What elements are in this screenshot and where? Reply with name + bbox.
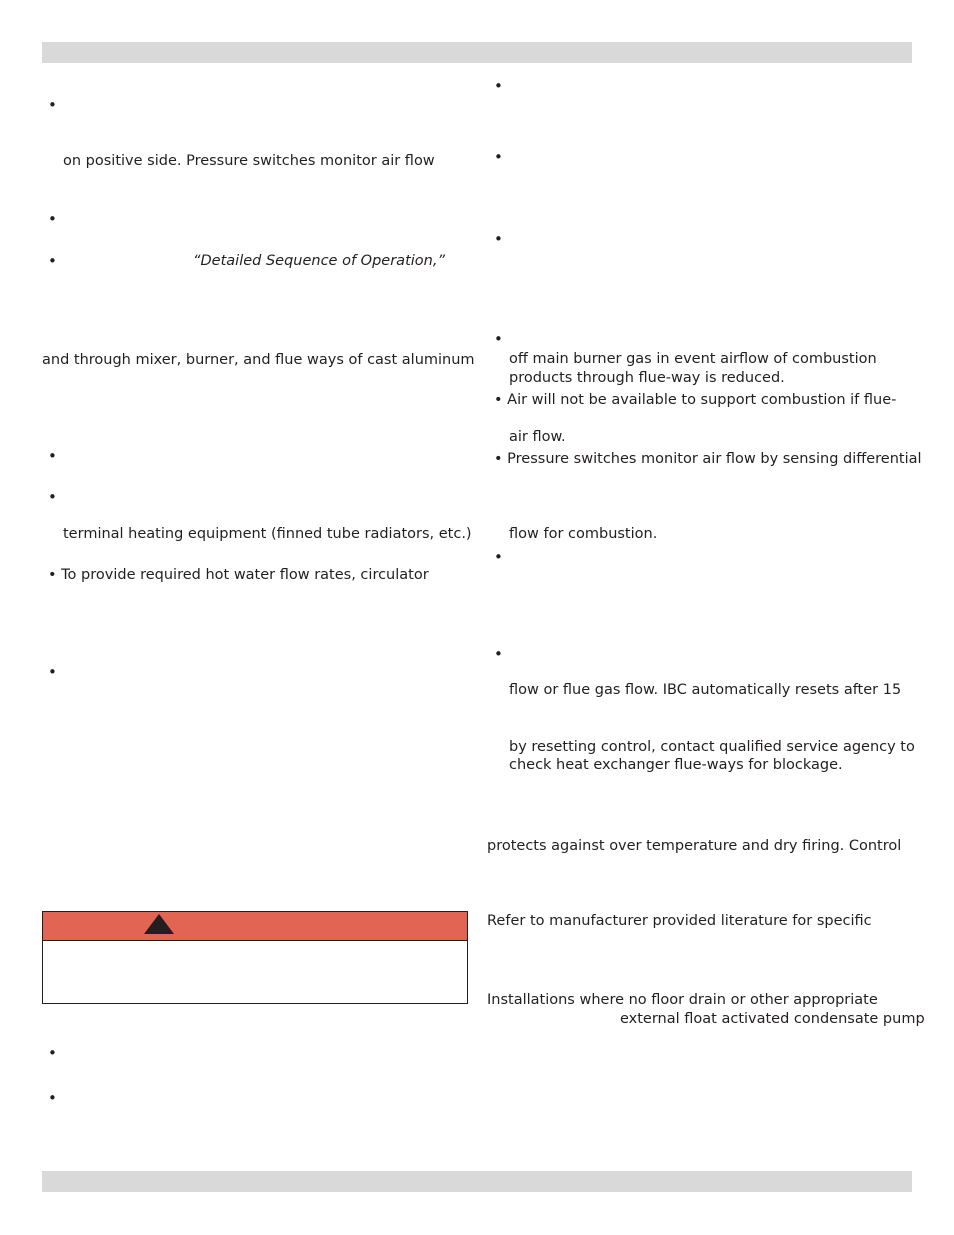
bullet: • <box>494 548 503 566</box>
bullet: • <box>494 330 503 348</box>
text-line: on positive side. Pressure switches monitor air flow <box>63 153 435 169</box>
bullet: • <box>48 1089 57 1107</box>
bullet: • <box>48 96 57 114</box>
bullet: • <box>494 645 503 663</box>
text-line: check heat exchanger flue-ways for blockage. <box>509 757 843 773</box>
bullet: • <box>494 148 503 166</box>
sequence-reference: “Detailed Sequence of Operation,” <box>193 253 445 269</box>
text-line: • Air will not be available to support combustion if flue- <box>494 392 897 408</box>
bullet: • <box>48 447 57 465</box>
text-line: Installations where no floor drain or other appropriate <box>487 992 878 1008</box>
bullet: • <box>494 77 503 95</box>
text-line: and through mixer, burner, and flue ways of cast aluminum <box>42 352 475 368</box>
warning-box <box>42 911 468 1004</box>
warning-header <box>43 912 467 941</box>
text-line: • To provide required hot water flow rates, circulator <box>48 567 429 583</box>
text-line: protects against over temperature and dry firing. Control <box>487 838 902 854</box>
text-line: • Pressure switches monitor air flow by sensing differential <box>494 451 922 467</box>
text-line: flow for combustion. <box>509 526 658 542</box>
text-line: air flow. <box>509 429 566 445</box>
bullet: • <box>48 663 57 681</box>
bullet: • <box>48 210 57 228</box>
bullet: • <box>48 252 57 270</box>
text-line: Refer to manufacturer provided literature for specific <box>487 913 872 929</box>
text-line: terminal heating equipment (finned tube radiators, etc.) <box>63 526 472 542</box>
text-line: products through flue-way is reduced. <box>509 370 785 386</box>
text-line: external float activated condensate pump <box>620 1011 925 1027</box>
warning-triangle-icon <box>144 914 174 934</box>
text-line: by resetting control, contact qualified service agency to <box>509 739 915 755</box>
bullet: • <box>48 1044 57 1062</box>
footer-bar <box>42 1171 912 1192</box>
text-line: off main burner gas in event airflow of combustion <box>509 351 877 367</box>
header-bar <box>42 42 912 63</box>
bullet: • <box>494 230 503 248</box>
text-line: flow or flue gas flow. IBC automatically resets after 15 <box>509 682 902 698</box>
bullet: • <box>48 488 57 506</box>
